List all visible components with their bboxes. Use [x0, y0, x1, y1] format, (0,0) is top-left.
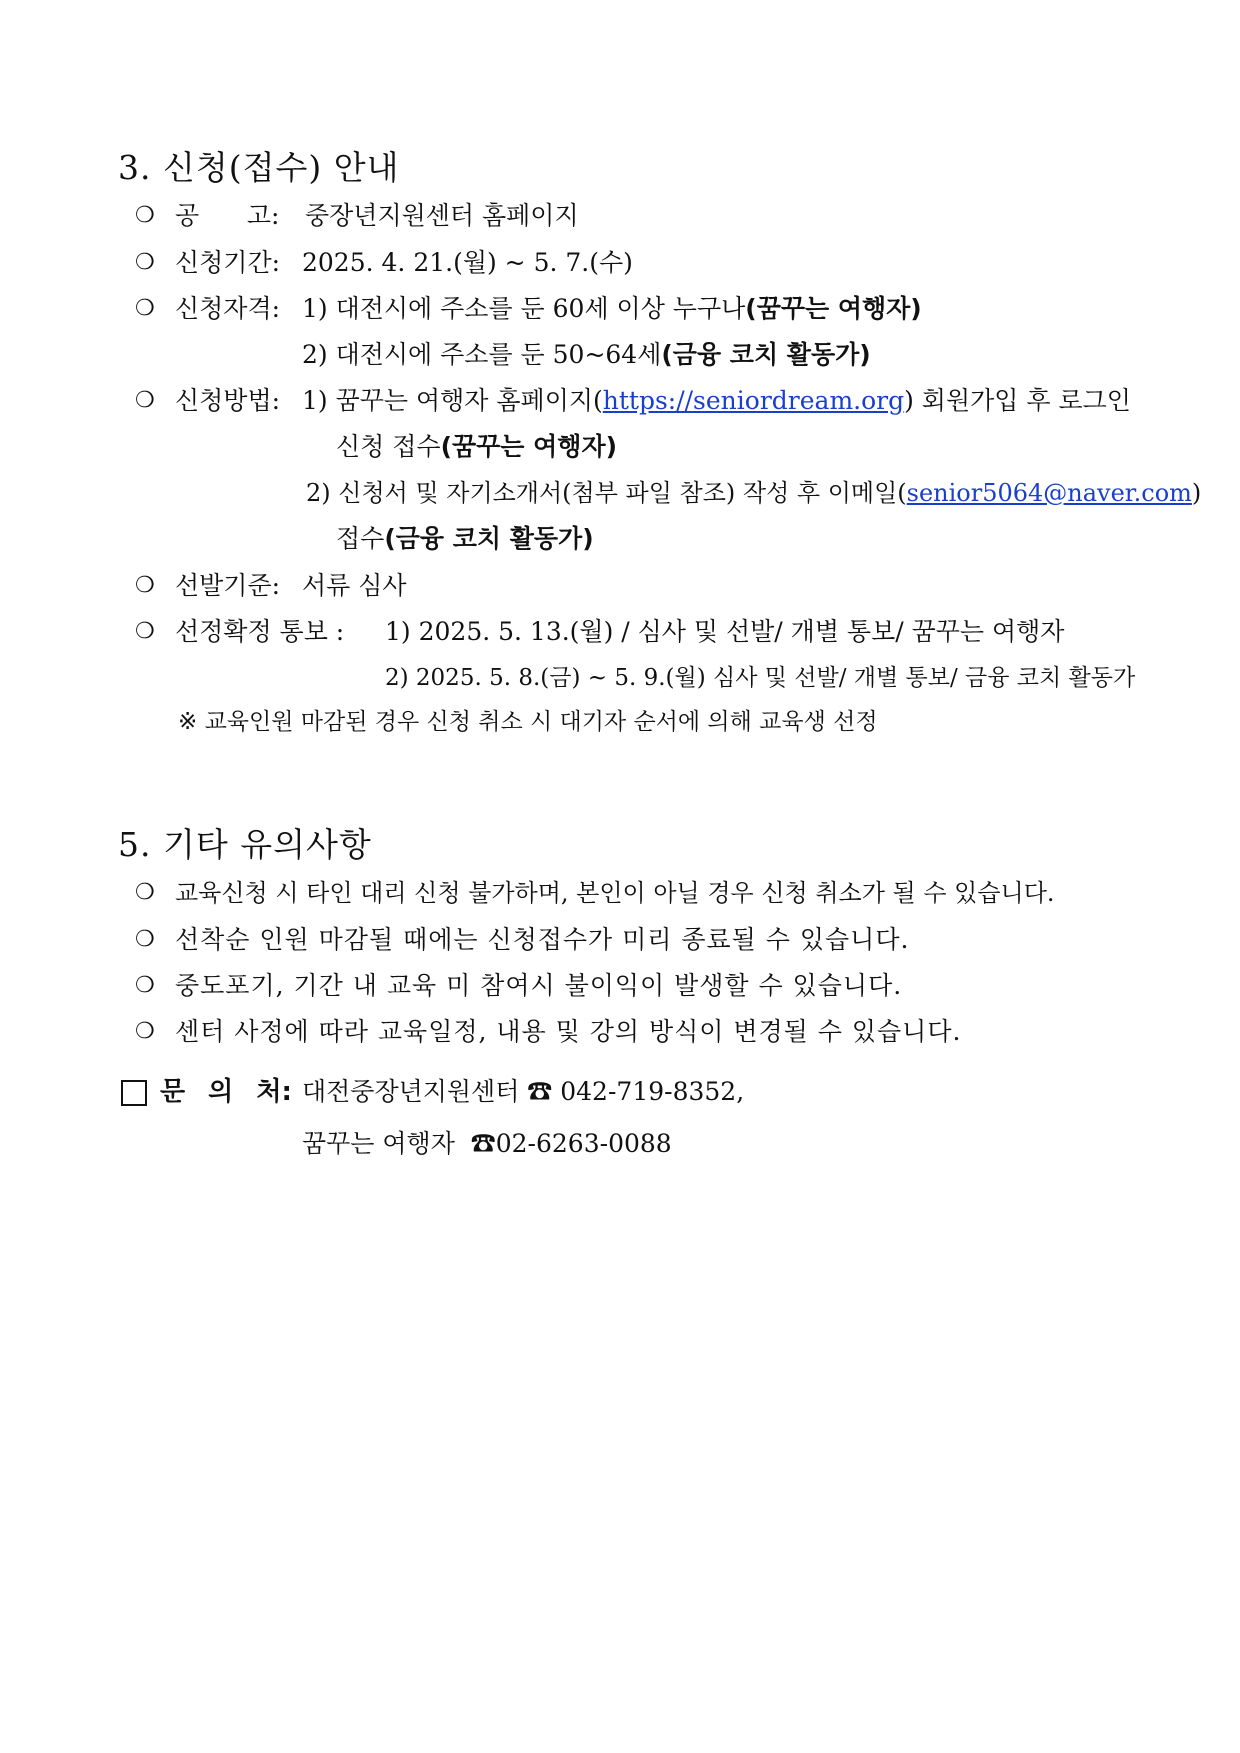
notice-item-3: 중도포기, 기간 내 교육 미 참여시 불이익이 발생할 수 있습니다.: [175, 971, 903, 1000]
waitlist-note: ※ 교육인원 마감된 경우 신청 취소 시 대기자 순서에 의해 교육생 선정: [178, 709, 878, 735]
bullet-icon: ❍: [135, 1019, 155, 1044]
bullet-icon: ❍: [135, 973, 155, 998]
bullet-icon: ❍: [135, 927, 155, 952]
qualification-2-text: 2) 대전시에 주소를 둔 50~64세: [302, 340, 662, 369]
selection-label: 선발기준:: [175, 571, 281, 600]
contact-line-1: 대전중장년지원센터 ☎ 042-719-8352,: [302, 1077, 745, 1106]
method-2: [306, 478, 1201, 508]
method-1: [302, 386, 1131, 416]
bullet-icon: ❍: [135, 880, 155, 905]
method-2-continued: [336, 524, 594, 554]
confirmation-2: 2) 2025. 5. 8.(금) ~ 5. 9.(월) 심사 및 선발/ 개별 통보/ 금융 코치 활동가: [385, 665, 1136, 691]
bullet-icon: ❍: [135, 388, 155, 413]
qualification-1-target: (꿈꾸는 여행자): [745, 294, 922, 323]
notice-label: 공 고:: [175, 201, 280, 230]
checkbox-square-icon: [121, 1080, 147, 1106]
bullet-icon: ❍: [135, 619, 155, 644]
method-2-text-after: ): [1191, 479, 1202, 507]
method-2-text: 2) 신청서 및 자기소개서(첨부 파일 참조) 작성 후 이메일(: [306, 479, 907, 507]
method-2-cont-text: 접수: [336, 524, 385, 553]
method-1-text: 1) 꿈꾸는 여행자 홈페이지(: [302, 386, 603, 415]
email-link[interactable]: senior5064@naver.com: [906, 479, 1192, 507]
qualification-1-text: 1) 대전시에 주소를 둔 60세 이상 누구나: [302, 294, 746, 323]
selection-value: 서류 심사: [302, 571, 407, 600]
confirmation-1: 1) 2025. 5. 13.(월) / 심사 및 선발/ 개별 통보/ 꿈꾸는 여행자: [385, 617, 1065, 646]
method-1-text-after: ) 회원가입 후 로그인: [904, 386, 1131, 415]
seniordream-link[interactable]: https://seniordream.org: [602, 386, 905, 415]
notice-item-1: 교육신청 시 타인 대리 신청 불가하며, 본인이 아닐 경우 신청 취소가 될 수 있습니다.: [175, 879, 1055, 907]
contact-label: 문 의 처:: [160, 1077, 292, 1107]
bullet-icon: ❍: [135, 296, 155, 321]
period-value: 2025. 4. 21.(월) ~ 5. 7.(수): [302, 248, 633, 277]
qualification-2: [302, 340, 871, 370]
method-label: 신청방법:: [175, 386, 281, 415]
qualification-1: [302, 294, 922, 324]
bullet-icon: ❍: [135, 250, 155, 275]
confirmation-label: 선정확정 통보 :: [175, 617, 345, 646]
section-5-title: 5. 기타 유의사항: [118, 825, 372, 864]
notice-value: 중장년지원센터 홈페이지: [305, 201, 579, 230]
qualification-label: 신청자격:: [175, 294, 281, 323]
method-1-target: (꿈꾸는 여행자): [440, 432, 618, 461]
bullet-icon: ❍: [135, 573, 155, 598]
method-1-continued: [336, 432, 617, 462]
section-3-title: 3. 신청(접수) 안내: [118, 148, 400, 187]
method-2-target: (금융 코치 활동가): [384, 524, 594, 553]
qualification-2-target: (금융 코치 활동가): [661, 340, 871, 369]
period-label: 신청기간:: [175, 248, 281, 277]
method-1-cont-text: 신청 접수: [336, 432, 441, 461]
bullet-icon: ❍: [135, 203, 155, 228]
notice-item-2: 선착순 인원 마감될 때에는 신청접수가 미리 종료될 수 있습니다.: [175, 925, 910, 954]
contact-line-2: 꿈꾸는 여행자 ☎02-6263-0088: [302, 1129, 672, 1158]
notice-item-4: 센터 사정에 따라 교육일정, 내용 및 강의 방식이 변경될 수 있습니다.: [175, 1017, 962, 1046]
